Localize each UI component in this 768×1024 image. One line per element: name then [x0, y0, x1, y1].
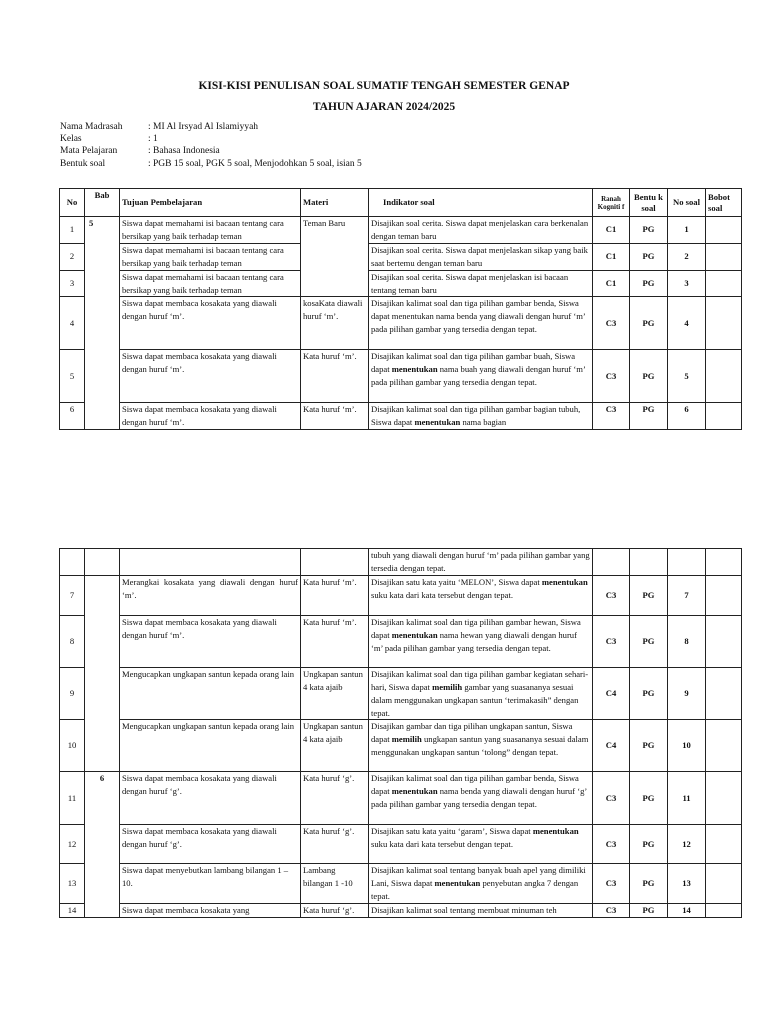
table-row-continued — [60, 549, 742, 576]
cell-bentuk: PG — [630, 772, 668, 825]
cell-bobot — [706, 720, 742, 772]
table-row — [60, 720, 742, 772]
cell-bobot — [706, 825, 742, 864]
cell-bentuk: PG — [630, 904, 668, 918]
cell-ranah: C1 — [593, 243, 630, 270]
cell-tujuan: Siswa dapat membaca kosakata yang diawali dengan huruf ‘m’. — [120, 403, 301, 430]
cell-no: 11 — [60, 772, 85, 825]
cell-nosoal: 11 — [668, 772, 706, 825]
cell-indikator: Disajikan satu kata yaitu ‘MELON’, Siswa dapat menentukan suku kata dari kata tersebut dengan tepat. — [369, 575, 593, 615]
cell-bobot — [706, 350, 742, 403]
cell-bentuk: PG — [630, 297, 668, 350]
cell-no: 4 — [60, 297, 85, 350]
meta-key: Mata Pelajaran — [60, 146, 118, 157]
cell-bentuk: PG — [630, 350, 668, 403]
cell-bentuk — [630, 549, 668, 576]
cell-materi: Kata huruf ‘m’. — [301, 615, 369, 667]
table-row — [60, 667, 742, 720]
cell-indikator: Disajikan soal cerita. Siswa dapat menjelaskan isi bacaan tentang teman baru — [369, 270, 593, 297]
cell-no: 8 — [60, 615, 85, 667]
header-bobot: Bobot soal — [706, 189, 742, 217]
cell-no: 13 — [60, 864, 85, 904]
cell-ranah: C3 — [593, 403, 630, 430]
cell-tujuan: Siswa dapat menyebutkan lambang bilangan 1 – 10. — [120, 864, 301, 904]
meta-value: : MI Al Irsyad Al Islamiyyah — [148, 122, 259, 132]
cell-bobot — [706, 667, 742, 720]
document-title: KISI-KISI PENULISAN SOAL SUMATIF TENGAH SEMESTER GENAP — [198, 80, 570, 92]
cell-indikator: Disajikan kalimat soal dan tiga pilihan gambar kegiatan sehari-hari, Siswa dapat memilih gambar yang suasananya sesuai dalam menggunakan ungkapan santun ‘terimakasih” dengan tepat. — [369, 667, 593, 720]
cell-ranah: C3 — [593, 904, 630, 918]
cell-no: 5 — [60, 350, 85, 403]
cell-bobot — [706, 864, 742, 904]
meta-key: Bentuk soal — [60, 158, 106, 169]
cell-ranah: C3 — [593, 615, 630, 667]
cell-indikator: Disajikan soal cerita. Siswa dapat menjelaskan cara berkenalan dengan teman baru — [369, 217, 593, 244]
cell-tujuan: Mengucapkan ungkapan santun kepada orang lain — [120, 720, 301, 772]
cell-nosoal: 14 — [668, 904, 706, 918]
cell-tujuan: Siswa dapat memahami isi bacaan tentang cara bersikap yang baik terhadap teman — [120, 243, 301, 270]
cell-bab: 5 — [85, 217, 120, 430]
table-row — [60, 615, 742, 667]
cell-no: 7 — [60, 575, 85, 615]
table-row — [60, 270, 742, 297]
indikator-keyword: menentukan — [414, 417, 461, 428]
meta-value: : 1 — [148, 134, 158, 145]
cell-bentuk: PG — [630, 270, 668, 297]
cell-indikator: Disajikan kalimat soal dan tiga pilihan gambar benda, Siswa dapat menentukan nama benda yang diawali dengan huruf ‘m’ pada pilihan gambar yang tersedia dengan tepat. — [369, 297, 593, 350]
cell-tujuan — [120, 549, 301, 576]
header-tujuan: Tujuan Pembelajaran — [120, 189, 301, 217]
cell-nosoal: 3 — [668, 270, 706, 297]
cell-ranah — [593, 549, 630, 576]
meta-key: Kelas — [60, 134, 82, 145]
cell-nosoal: 7 — [668, 575, 706, 615]
cell-no: 12 — [60, 825, 85, 864]
cell-bobot — [706, 549, 742, 576]
cell-materi: Ungkapan santun 4 kata ajaib — [301, 667, 369, 720]
cell-indikator: Disajikan kalimat soal dan tiga pilihan gambar hewan, Siswa dapat menentukan nama hewan yang diawali dengan huruf ‘m’ pada pilihan gambar yang tersedia dengan tepat. — [369, 615, 593, 667]
indikator-keyword: menentukan — [532, 826, 579, 837]
kisi-kisi-table-page2 — [59, 548, 742, 918]
indikator-keyword: menentukan — [541, 576, 588, 587]
cell-materi: Lambang bilangan 1 -10 — [301, 864, 369, 904]
cell-materi: Kata huruf ‘g’. — [301, 772, 369, 825]
cell-tujuan: Siswa dapat memahami isi bacaan tentang cara bersikap yang baik terhadap teman — [120, 270, 301, 297]
table-row — [60, 772, 742, 825]
cell-ranah: C1 — [593, 217, 630, 244]
table-row — [60, 217, 742, 244]
cell-bab — [85, 575, 120, 772]
cell-bentuk: PG — [630, 217, 668, 244]
cell-bentuk: PG — [630, 667, 668, 720]
meta-row-mapel — [60, 145, 362, 157]
cell-materi: Kata huruf ‘m’. — [301, 403, 369, 430]
header-ranah: Ranah Kogniti f — [593, 189, 630, 217]
cell-tujuan: Siswa dapat membaca kosakata yang diawali dengan huruf ‘m’. — [120, 350, 301, 403]
header-bentuk: Bentu k soal — [630, 189, 668, 217]
cell-nosoal: 10 — [668, 720, 706, 772]
cell-bentuk: PG — [630, 403, 668, 430]
cell-nosoal: 8 — [668, 615, 706, 667]
meta-row-madrasah — [60, 121, 362, 133]
cell-ranah: C3 — [593, 297, 630, 350]
cell-tujuan: Merangkai kosakata yang diawali dengan huruf ‘m’. — [120, 575, 301, 615]
cell-bobot — [706, 403, 742, 430]
cell-nosoal: 4 — [668, 297, 706, 350]
cell-materi — [301, 549, 369, 576]
table-row — [60, 575, 742, 615]
header-nosoal: No soal — [668, 189, 706, 217]
cell-tujuan: Mengucapkan ungkapan santun kepada orang lain — [120, 667, 301, 720]
cell-ranah: C3 — [593, 825, 630, 864]
cell-indikator: Disajikan satu kata yaitu ‘garam’, Siswa dapat menentukan suku kata dari kata tersebut dengan tepat. — [369, 825, 593, 864]
cell-tujuan: Siswa dapat membaca kosakata yang — [120, 904, 301, 918]
cell-tujuan: Siswa dapat membaca kosakata yang diawali dengan huruf ‘m’. — [120, 297, 301, 350]
meta-row-kelas — [60, 133, 362, 145]
cell-ranah: C3 — [593, 864, 630, 904]
cell-bentuk: PG — [630, 575, 668, 615]
cell-no: 14 — [60, 904, 85, 918]
table-row — [60, 297, 742, 350]
header-materi: Materi — [301, 189, 369, 217]
header-indikator: Indikator soal — [369, 189, 593, 217]
cell-indikator: tubuh yang diawali dengan huruf ‘m’ pada pilihan gambar yang tersedia dengan tepat. — [369, 549, 593, 576]
cell-ranah: C3 — [593, 575, 630, 615]
indikator-keyword: menentukan — [434, 878, 481, 889]
header-bab: Bab — [85, 189, 120, 217]
table-row — [60, 904, 742, 918]
cell-ranah: C3 — [593, 350, 630, 403]
meta-key: Nama Madrasah — [60, 122, 123, 132]
cell-no: 10 — [60, 720, 85, 772]
document-meta — [60, 121, 362, 170]
cell-ranah: C3 — [593, 772, 630, 825]
table-row — [60, 825, 742, 864]
cell-nosoal: 2 — [668, 243, 706, 270]
cell-bentuk: PG — [630, 720, 668, 772]
cell-no: 6 — [60, 403, 85, 430]
table-header-row — [60, 189, 742, 217]
cell-materi: Kata huruf ‘g’. — [301, 825, 369, 864]
cell-bentuk: PG — [630, 864, 668, 904]
cell-indikator: Disajikan kalimat soal tentang banyak buah apel yang dimiliki Lani, Siswa dapat menentukan penyebutan angka 7 dengan tepat. — [369, 864, 593, 904]
cell-bab: 6 — [85, 772, 120, 918]
meta-value: : PGB 15 soal, PGK 5 soal, Menjodohkan 5 soal, isian 5 — [148, 158, 362, 169]
cell-nosoal: 12 — [668, 825, 706, 864]
cell-no: 2 — [60, 243, 85, 270]
cell-bobot — [706, 297, 742, 350]
cell-nosoal — [668, 549, 706, 576]
cell-indikator: Disajikan kalimat soal tentang membuat minuman teh — [369, 904, 593, 918]
cell-nosoal: 6 — [668, 403, 706, 430]
cell-materi: Teman Baru — [301, 217, 369, 297]
cell-ranah: C1 — [593, 270, 630, 297]
cell-materi: kosaKata diawali huruf ‘m’. — [301, 297, 369, 350]
cell-bobot — [706, 904, 742, 918]
cell-no — [60, 549, 85, 576]
cell-bentuk: PG — [630, 615, 668, 667]
table-row — [60, 403, 742, 430]
cell-tujuan: Siswa dapat memahami isi bacaan tentang cara bersikap yang baik terhadap teman — [120, 217, 301, 244]
cell-indikator: Disajikan soal cerita. Siswa dapat menjelaskan sikap yang baik saat bertemu dengan teman baru — [369, 243, 593, 270]
cell-bentuk: PG — [630, 243, 668, 270]
cell-bobot — [706, 772, 742, 825]
cell-bobot — [706, 270, 742, 297]
table-row — [60, 350, 742, 403]
indikator-keyword: menentukan — [391, 786, 438, 797]
cell-ranah: C4 — [593, 667, 630, 720]
cell-bobot — [706, 243, 742, 270]
cell-nosoal: 9 — [668, 667, 706, 720]
indikator-keyword: memilih — [391, 734, 422, 745]
cell-bobot — [706, 217, 742, 244]
cell-bobot — [706, 575, 742, 615]
cell-bentuk: PG — [630, 825, 668, 864]
cell-bobot — [706, 615, 742, 667]
cell-bab — [85, 549, 120, 576]
cell-nosoal: 1 — [668, 217, 706, 244]
meta-row-bentuk — [60, 158, 362, 170]
table-row — [60, 864, 742, 904]
cell-indikator: Disajikan gambar dan tiga pilihan ungkapan santun, Siswa dapat memilih ungkapan santun yang suasananya sesuai dalam menggunakan ungkapan santun ‘tolong” dengan tepat. — [369, 720, 593, 772]
cell-tujuan: Siswa dapat membaca kosakata yang diawali dengan huruf ‘g’. — [120, 825, 301, 864]
cell-no: 1 — [60, 217, 85, 244]
cell-materi: Kata huruf ‘m’. — [301, 575, 369, 615]
cell-materi: Kata huruf ‘g’. — [301, 904, 369, 918]
cell-tujuan: Siswa dapat membaca kosakata yang diawali dengan huruf ‘m’. — [120, 615, 301, 667]
cell-materi: Ungkapan santun 4 kata ajaib — [301, 720, 369, 772]
indikator-keyword: menentukan — [391, 364, 438, 375]
indikator-keyword: memilih — [432, 681, 463, 692]
document-subtitle: TAHUN AJARAN 2024/2025 — [312, 101, 456, 113]
cell-tujuan: Siswa dapat membaca kosakata yang diawali dengan huruf ‘g’. — [120, 772, 301, 825]
cell-ranah: C4 — [593, 720, 630, 772]
cell-indikator: Disajikan kalimat soal dan tiga pilihan gambar bagian tubuh, Siswa dapat menentukan nama bagian — [369, 403, 593, 430]
cell-nosoal: 5 — [668, 350, 706, 403]
meta-value: : Bahasa Indonesia — [148, 146, 220, 157]
table-row — [60, 243, 742, 270]
cell-materi: Kata huruf ‘m’. — [301, 350, 369, 403]
indikator-keyword: menentukan — [391, 629, 438, 640]
cell-indikator: Disajikan kalimat soal dan tiga pilihan gambar benda, Siswa dapat menentukan nama benda yang diawali dengan huruf ‘g’ pada pilihan gambar yang tersedia dengan tepat. — [369, 772, 593, 825]
cell-nosoal: 13 — [668, 864, 706, 904]
cell-no: 3 — [60, 270, 85, 297]
cell-no: 9 — [60, 667, 85, 720]
kisi-kisi-table-page1 — [59, 188, 742, 430]
header-no: No — [60, 189, 85, 217]
cell-indikator: Disajikan kalimat soal dan tiga pilihan gambar buah, Siswa dapat menentukan nama buah yang diawali dengan huruf ‘m’ pada pilihan gambar yang tersedia dengan tepat. — [369, 350, 593, 403]
